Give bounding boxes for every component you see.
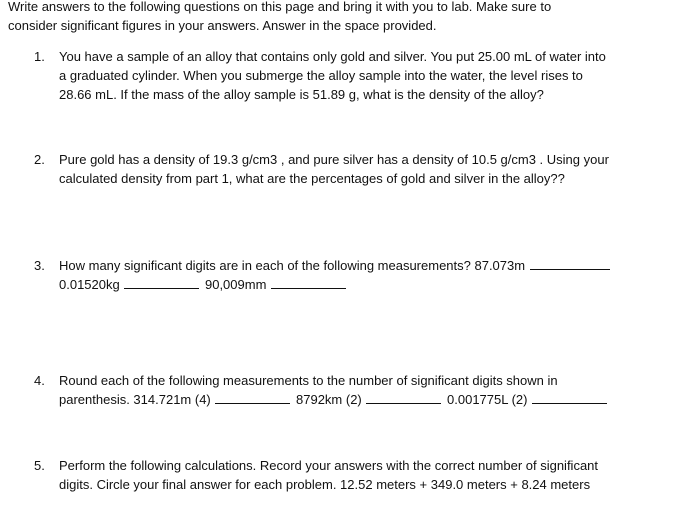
question-3	[34, 256, 674, 294]
measurement-label: 8792km (2)	[296, 392, 362, 407]
answer-blank[interactable]	[215, 391, 290, 404]
question-line: You have a sample of an alloy that contains only gold and silver. You put 25.00 mL of water into	[59, 49, 606, 64]
question-line: digits. Circle your final answer for each problem. 12.52 meters + 349.0 meters + 8.24 meters	[59, 477, 591, 492]
question-line: calculated density from part 1, what are the percentages of gold and silver in the alloy??	[59, 171, 565, 186]
answer-blank[interactable]	[366, 391, 441, 404]
measurement-label: 0.01520kg	[59, 277, 120, 292]
answer-blank[interactable]	[530, 257, 610, 270]
question-text	[59, 371, 674, 409]
question-2	[34, 150, 674, 188]
instructions-line-2: consider significant figures in your answers. Answer in the space provided.	[8, 18, 437, 33]
question-number: 4.	[34, 373, 45, 388]
question-line: a graduated cylinder. When you submerge the alloy sample into the water, the level rises to	[59, 68, 583, 83]
question-text	[59, 150, 674, 188]
question-line: Round each of the following measurements to the number of significant digits shown in	[59, 373, 558, 388]
question-number: 3.	[34, 258, 45, 273]
question-number: 1.	[34, 49, 45, 64]
question-line	[59, 275, 674, 294]
question-line: Perform the following calculations. Record your answers with the correct number of significant	[59, 458, 599, 473]
question-line	[59, 390, 674, 409]
question-text	[59, 47, 674, 104]
question-line: Pure gold has a density of 19.3 g/cm3 , and pure silver has a density of 10.5 g/cm3 . Using your	[59, 152, 609, 167]
question-number: 5.	[34, 458, 45, 473]
answer-blank[interactable]	[124, 276, 199, 289]
question-5	[34, 456, 674, 494]
question-line: 28.66 mL. If the mass of the alloy sample is 51.89 g, what is the density of the alloy?	[59, 87, 544, 102]
question-text	[59, 256, 674, 294]
measurement-label: 90,009mm	[204, 277, 267, 292]
answer-blank[interactable]	[532, 391, 607, 404]
question-prompt: How many significant digits are in each of the following measurements? 87.073m	[59, 258, 526, 273]
measurement-label: 0.001775L (2)	[447, 392, 528, 407]
instructions	[8, 0, 698, 35]
question-text	[59, 456, 674, 494]
question-1	[34, 47, 674, 104]
instructions-line-1: Write answers to the following questions on this page and bring it with you to lab. Make sure to	[8, 0, 552, 14]
answer-blank[interactable]	[271, 276, 346, 289]
question-4	[34, 371, 674, 409]
question-number: 2.	[34, 152, 45, 167]
question-line	[59, 256, 674, 275]
measurement-label: parenthesis. 314.721m (4)	[59, 392, 211, 407]
